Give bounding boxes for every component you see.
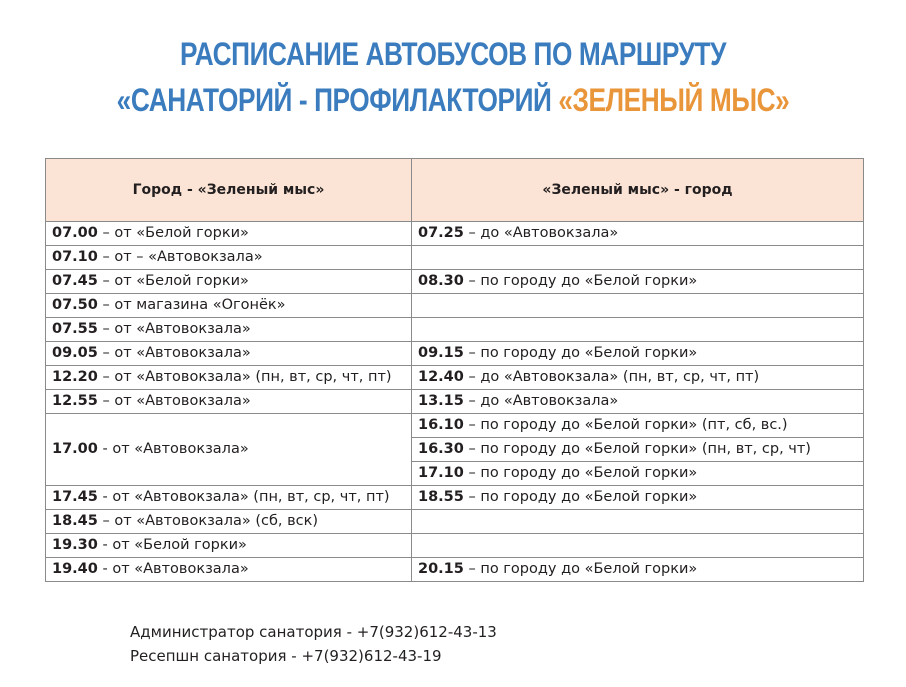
return-stop: – по городу до «Белой горки» (пн, вт, ср, чт) xyxy=(463,441,811,457)
departure-cell-merged xyxy=(46,414,412,486)
departure-stop: – от «Автовокзала» xyxy=(97,321,251,337)
return-cell-empty xyxy=(412,510,864,534)
return-time: 18.55 xyxy=(418,489,464,505)
reception-phone: Ресепшн санатория - +7(932)612-43-19 xyxy=(130,647,442,665)
return-cell-empty xyxy=(412,318,864,342)
return-stop: – до «Автовокзала» xyxy=(463,393,619,409)
return-cell xyxy=(412,222,864,246)
departure-stop: – от «Белой горки» xyxy=(97,273,249,289)
departure-time: 17.00 xyxy=(52,441,98,457)
table-row xyxy=(46,222,864,246)
departure-cell xyxy=(46,318,412,342)
return-cell xyxy=(412,438,864,462)
return-stop: – до «Автовокзала» xyxy=(463,225,619,241)
header-city-to-cape: Город - «Зеленый мыс» xyxy=(46,159,412,222)
return-time: 17.10 xyxy=(418,465,464,481)
return-stop: – по городу до «Белой горки» (пт, сб, вс.) xyxy=(463,417,788,433)
return-cell-empty xyxy=(412,294,864,318)
departure-cell xyxy=(46,342,412,366)
departure-cell xyxy=(46,246,412,270)
page-title-line-1: РАСПИСАНИЕ АВТОБУСОВ ПО МАРШРУТУ xyxy=(179,36,727,72)
departure-time: 19.40 xyxy=(52,561,98,577)
departure-time: 07.00 xyxy=(52,225,98,241)
departure-stop: - от «Автовокзала» xyxy=(97,441,249,457)
departure-cell xyxy=(46,366,412,390)
table-row xyxy=(46,246,864,270)
return-cell xyxy=(412,558,864,582)
return-time: 13.15 xyxy=(418,393,464,409)
return-time: 08.30 xyxy=(418,273,464,289)
departure-cell xyxy=(46,486,412,510)
return-cell-empty xyxy=(412,534,864,558)
table-row xyxy=(46,270,864,294)
departure-time: 09.05 xyxy=(52,345,98,361)
table-header-row xyxy=(46,159,864,222)
table-row xyxy=(46,510,864,534)
title-destination: «ЗЕЛЕНЫЙ МЫС» xyxy=(558,82,790,118)
return-stop: – до «Автовокзала» (пн, вт, ср, чт, пт) xyxy=(463,369,760,385)
table-row xyxy=(46,390,864,414)
table-row xyxy=(46,366,864,390)
title-route-name: «САНАТОРИЙ - ПРОФИЛАКТОРИЙ xyxy=(116,82,559,118)
departure-time: 07.55 xyxy=(52,321,98,337)
departure-time: 17.45 xyxy=(52,489,98,505)
departure-stop: – от «Автовокзала» (пн, вт, ср, чт, пт) xyxy=(97,369,392,385)
table-row xyxy=(46,558,864,582)
page-title-line-2 xyxy=(82,82,825,119)
departure-cell xyxy=(46,558,412,582)
departure-time: 12.55 xyxy=(52,393,98,409)
return-stop: – по городу до «Белой горки» xyxy=(463,345,698,361)
departure-cell xyxy=(46,534,412,558)
return-time: 09.15 xyxy=(418,345,464,361)
administrator-phone: Администратор санатория - +7(932)612-43-13 xyxy=(130,623,497,641)
return-cell xyxy=(412,366,864,390)
return-time: 20.15 xyxy=(418,561,464,577)
return-time: 07.25 xyxy=(418,225,464,241)
departure-time: 07.50 xyxy=(52,297,98,313)
departure-stop: – от «Автовокзала» xyxy=(97,393,251,409)
return-cell xyxy=(412,342,864,366)
departure-cell xyxy=(46,222,412,246)
departure-stop: – от – «Автовокзала» xyxy=(97,249,263,265)
table-row xyxy=(46,414,864,438)
departure-stop: - от «Автовокзала» xyxy=(97,561,249,577)
return-time: 12.40 xyxy=(418,369,464,385)
header-cape-to-city: «Зеленый мыс» - город xyxy=(412,159,864,222)
table-row xyxy=(46,486,864,510)
departure-stop: - от «Автовокзала» (пн, вт, ср, чт, пт) xyxy=(97,489,390,505)
departure-stop: – от «Автовокзала» (сб, вск) xyxy=(97,513,319,529)
departure-time: 12.20 xyxy=(52,369,98,385)
return-cell xyxy=(412,414,864,438)
departure-stop: - от «Белой горки» xyxy=(97,537,247,553)
departure-cell xyxy=(46,390,412,414)
return-cell xyxy=(412,462,864,486)
return-cell-empty xyxy=(412,246,864,270)
table-row xyxy=(46,534,864,558)
return-cell xyxy=(412,486,864,510)
return-cell xyxy=(412,390,864,414)
table-row xyxy=(46,342,864,366)
return-stop: – по городу до «Белой горки» xyxy=(463,561,698,577)
bus-schedule-table xyxy=(45,158,864,582)
departure-cell xyxy=(46,294,412,318)
departure-stop: – от «Белой горки» xyxy=(97,225,249,241)
table-row xyxy=(46,318,864,342)
return-time: 16.10 xyxy=(418,417,464,433)
return-cell xyxy=(412,270,864,294)
departure-stop: – от «Автовокзала» xyxy=(97,345,251,361)
departure-time: 18.45 xyxy=(52,513,98,529)
departure-time: 19.30 xyxy=(52,537,98,553)
departure-time: 07.45 xyxy=(52,273,98,289)
return-stop: – по городу до «Белой горки» xyxy=(463,273,698,289)
return-time: 16.30 xyxy=(418,441,464,457)
departure-cell xyxy=(46,510,412,534)
table-row xyxy=(46,294,864,318)
departure-cell xyxy=(46,270,412,294)
departure-time: 07.10 xyxy=(52,249,98,265)
return-stop: – по городу до «Белой горки» xyxy=(463,489,698,505)
departure-stop: – от магазина «Огонёк» xyxy=(97,297,286,313)
return-stop: – по городу до «Белой горки» xyxy=(463,465,698,481)
